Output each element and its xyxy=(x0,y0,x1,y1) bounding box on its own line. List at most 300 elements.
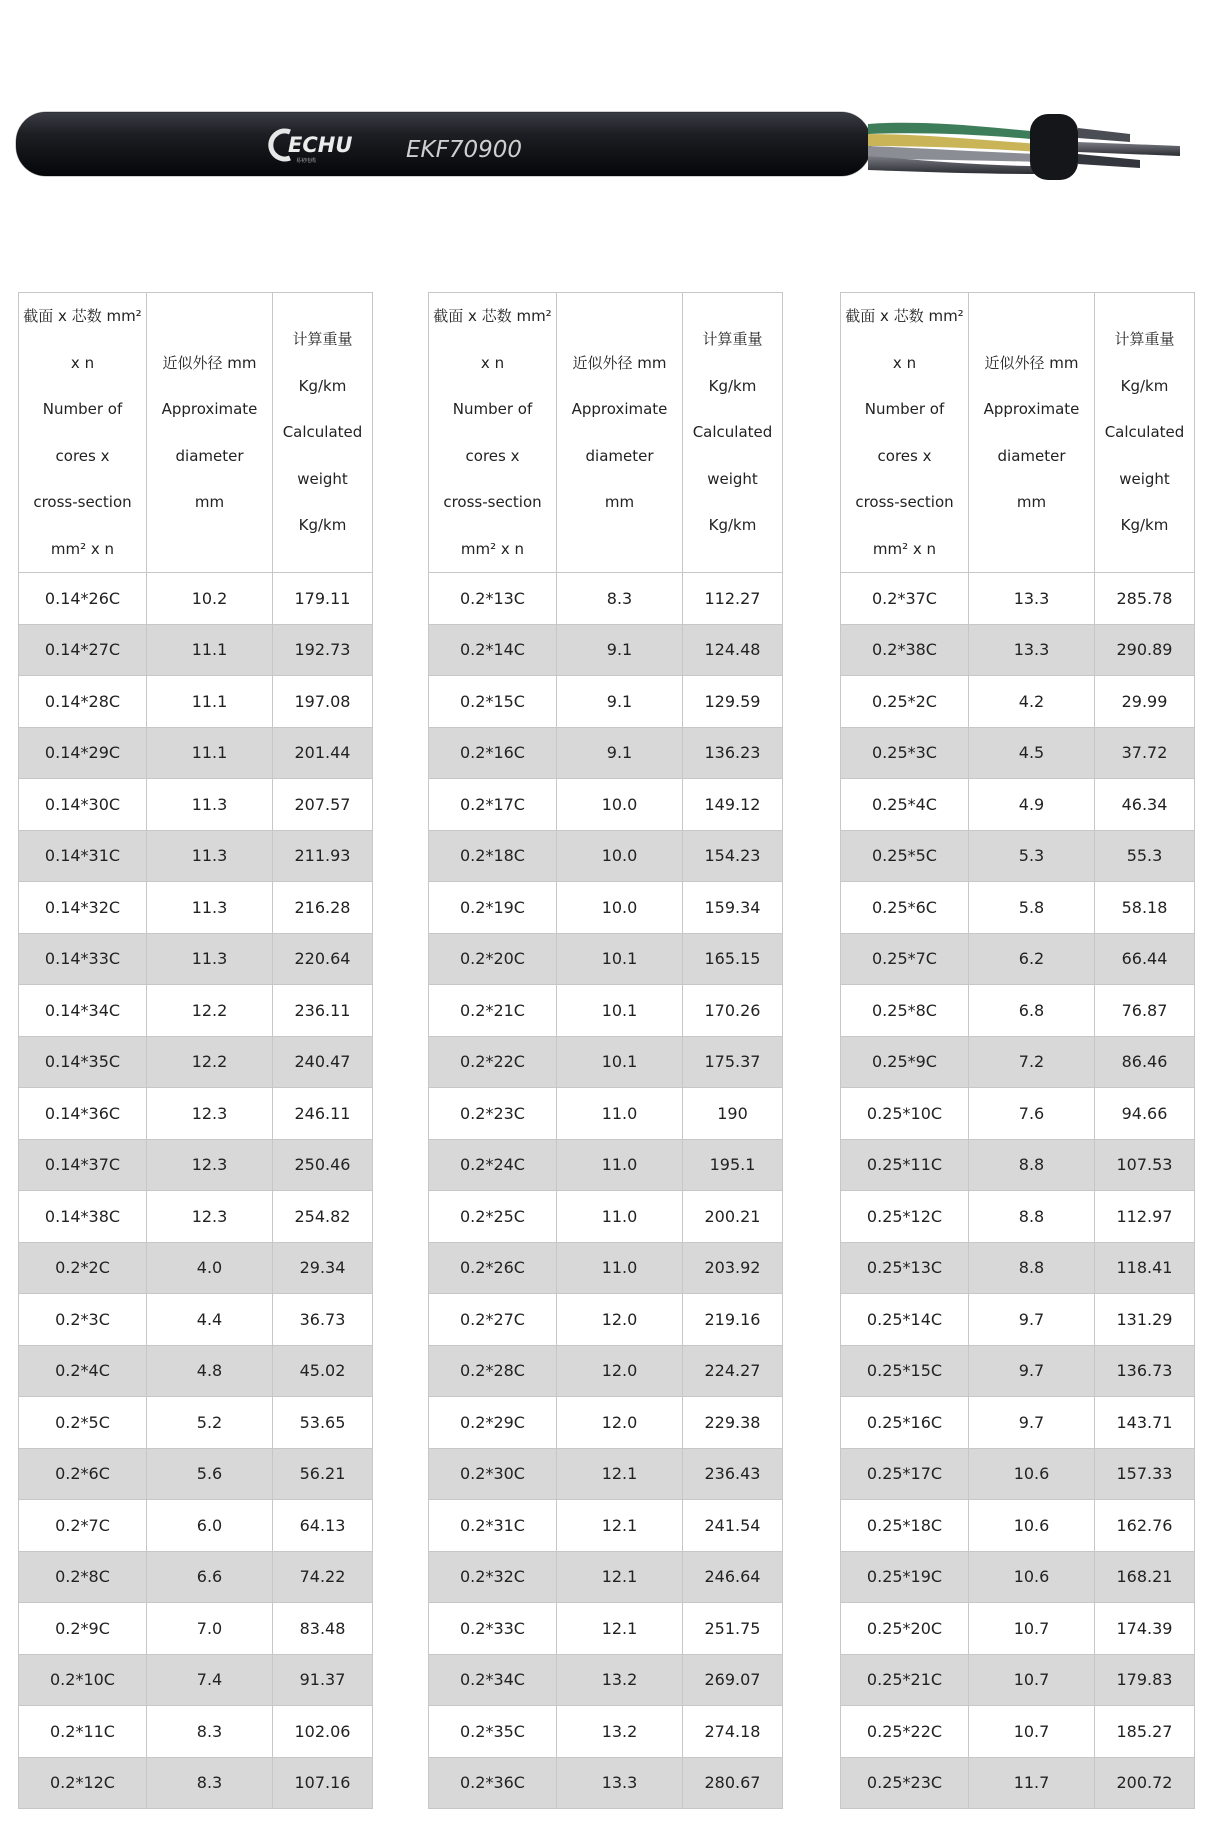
weight-cell: 211.93 xyxy=(273,830,373,882)
table-row xyxy=(429,1294,783,1346)
table-row xyxy=(19,1191,373,1243)
cross-section-cell: 0.25*7C xyxy=(841,933,969,985)
table-row xyxy=(841,1603,1195,1655)
diameter-cell: 12.2 xyxy=(147,1036,273,1088)
header-line: 截面 x 芯数 mm² xyxy=(433,307,552,325)
header-cross-section xyxy=(19,293,147,573)
diameter-cell: 6.0 xyxy=(147,1500,273,1552)
diameter-cell: 8.8 xyxy=(969,1242,1095,1294)
cross-section-cell: 0.2*24C xyxy=(429,1139,557,1191)
cross-section-cell: 0.14*38C xyxy=(19,1191,147,1243)
cross-section-cell: 0.2*36C xyxy=(429,1757,557,1809)
diameter-cell: 9.7 xyxy=(969,1397,1095,1449)
header-line: 近似外径 mm xyxy=(984,353,1079,372)
cross-section-cell: 0.14*26C xyxy=(19,573,147,625)
weight-cell: 274.18 xyxy=(683,1706,783,1758)
weight-cell: 179.83 xyxy=(1095,1654,1195,1706)
weight-cell: 56.21 xyxy=(273,1448,373,1500)
cross-section-cell: 0.2*26C xyxy=(429,1242,557,1294)
cross-section-cell: 0.25*6C xyxy=(841,882,969,934)
table-row xyxy=(429,1345,783,1397)
diameter-cell: 8.8 xyxy=(969,1139,1095,1191)
weight-cell: 201.44 xyxy=(273,727,373,779)
cross-section-cell: 0.25*11C xyxy=(841,1139,969,1191)
diameter-cell: 11.0 xyxy=(557,1191,683,1243)
diameter-cell: 8.8 xyxy=(969,1191,1095,1243)
cross-section-cell: 0.2*25C xyxy=(429,1191,557,1243)
header-line: cross-section xyxy=(443,493,542,511)
weight-cell: 250.46 xyxy=(273,1139,373,1191)
table-row xyxy=(841,624,1195,676)
cross-section-cell: 0.25*20C xyxy=(841,1603,969,1655)
weight-cell: 131.29 xyxy=(1095,1294,1195,1346)
table-row xyxy=(429,882,783,934)
table-row xyxy=(19,1397,373,1449)
table-row xyxy=(841,830,1195,882)
diameter-cell: 13.3 xyxy=(557,1757,683,1809)
cross-section-cell: 0.2*30C xyxy=(429,1448,557,1500)
table-row xyxy=(841,1294,1195,1346)
header-diameter xyxy=(147,293,273,573)
cross-section-cell: 0.2*4C xyxy=(19,1345,147,1397)
spec-table-3 xyxy=(840,292,1195,1809)
weight-cell: 195.1 xyxy=(683,1139,783,1191)
cross-section-cell: 0.2*23C xyxy=(429,1088,557,1140)
table-row xyxy=(429,779,783,831)
cross-section-cell: 0.2*2C xyxy=(19,1242,147,1294)
table-row xyxy=(841,1551,1195,1603)
header-line: mm² x n xyxy=(50,539,115,558)
cross-section-cell: 0.25*22C xyxy=(841,1706,969,1758)
cross-section-cell: 0.14*30C xyxy=(19,779,147,831)
table-row xyxy=(19,1551,373,1603)
header-line: cross-section xyxy=(855,493,954,511)
table-row xyxy=(19,1654,373,1706)
weight-cell: 224.27 xyxy=(683,1345,783,1397)
diameter-cell: 13.2 xyxy=(557,1654,683,1706)
weight-cell: 290.89 xyxy=(1095,624,1195,676)
weight-cell: 190 xyxy=(683,1088,783,1140)
weight-cell: 83.48 xyxy=(273,1603,373,1655)
cross-section-cell: 0.14*31C xyxy=(19,830,147,882)
diameter-cell: 6.2 xyxy=(969,933,1095,985)
weight-cell: 37.72 xyxy=(1095,727,1195,779)
table-row xyxy=(841,573,1195,625)
diameter-cell: 12.0 xyxy=(557,1345,683,1397)
diameter-cell: 8.3 xyxy=(557,573,683,625)
cross-section-cell: 0.2*6C xyxy=(19,1448,147,1500)
cross-section-cell: 0.2*21C xyxy=(429,985,557,1037)
diameter-cell: 5.6 xyxy=(147,1448,273,1500)
weight-cell: 220.64 xyxy=(273,933,373,985)
table-row xyxy=(19,1036,373,1088)
table-row xyxy=(429,1654,783,1706)
header-line: cores x xyxy=(55,446,110,465)
diameter-cell: 12.3 xyxy=(147,1191,273,1243)
weight-cell: 55.3 xyxy=(1095,830,1195,882)
table-row xyxy=(19,1706,373,1758)
cross-section-cell: 0.25*16C xyxy=(841,1397,969,1449)
brand-subtitle: 易初电缆 xyxy=(296,158,317,164)
weight-cell: 280.67 xyxy=(683,1757,783,1809)
weight-cell: 136.73 xyxy=(1095,1345,1195,1397)
diameter-cell: 10.0 xyxy=(557,882,683,934)
diameter-cell: 4.8 xyxy=(147,1345,273,1397)
cross-section-cell: 0.25*4C xyxy=(841,779,969,831)
table-row xyxy=(841,1757,1195,1809)
header-line: 近似外径 mm xyxy=(162,353,257,372)
table-row xyxy=(841,882,1195,934)
header-diameter xyxy=(969,293,1095,573)
header-line: 计算重量 xyxy=(1114,330,1175,349)
header-line: Kg/km xyxy=(1120,376,1169,395)
diameter-cell: 7.0 xyxy=(147,1603,273,1655)
diameter-cell: 12.0 xyxy=(557,1294,683,1346)
table-row xyxy=(19,573,373,625)
header-weight xyxy=(1095,293,1195,573)
header-line: Number of xyxy=(864,400,945,418)
cross-section-cell: 0.2*11C xyxy=(19,1706,147,1758)
weight-cell: 124.48 xyxy=(683,624,783,676)
weight-cell: 36.73 xyxy=(273,1294,373,1346)
diameter-cell: 9.7 xyxy=(969,1345,1095,1397)
header-line: Calculated xyxy=(1104,423,1185,442)
header-line: Kg/km xyxy=(708,516,757,535)
weight-cell: 86.46 xyxy=(1095,1036,1195,1088)
header-line: mm xyxy=(604,493,635,511)
diameter-cell: 11.1 xyxy=(147,727,273,779)
table-row xyxy=(19,882,373,934)
table-row xyxy=(429,1036,783,1088)
diameter-cell: 5.3 xyxy=(969,830,1095,882)
header-cross-section xyxy=(429,293,557,573)
diameter-cell: 5.2 xyxy=(147,1397,273,1449)
weight-cell: 179.11 xyxy=(273,573,373,625)
table-row xyxy=(19,779,373,831)
table-row xyxy=(429,624,783,676)
cross-section-cell: 0.2*35C xyxy=(429,1706,557,1758)
diameter-cell: 8.3 xyxy=(147,1706,273,1758)
diameter-cell: 10.0 xyxy=(557,830,683,882)
header-line: 截面 x 芯数 mm² xyxy=(23,307,142,325)
weight-cell: 200.21 xyxy=(683,1191,783,1243)
table-row xyxy=(429,1500,783,1552)
table-row xyxy=(429,1191,783,1243)
cross-section-cell: 0.2*8C xyxy=(19,1551,147,1603)
table-row xyxy=(429,727,783,779)
table-row xyxy=(841,779,1195,831)
diameter-cell: 10.6 xyxy=(969,1448,1095,1500)
cross-section-cell: 0.25*3C xyxy=(841,727,969,779)
header-line: 计算重量 xyxy=(702,330,763,349)
diameter-cell: 8.3 xyxy=(147,1757,273,1809)
cross-section-cell: 0.25*10C xyxy=(841,1088,969,1140)
cross-section-cell: 0.2*7C xyxy=(19,1500,147,1552)
diameter-cell: 12.1 xyxy=(557,1603,683,1655)
weight-cell: 197.08 xyxy=(273,676,373,728)
cross-section-cell: 0.2*29C xyxy=(429,1397,557,1449)
cross-section-cell: 0.14*27C xyxy=(19,624,147,676)
table-row xyxy=(841,676,1195,728)
weight-cell: 175.37 xyxy=(683,1036,783,1088)
diameter-cell: 9.1 xyxy=(557,676,683,728)
table-header-row xyxy=(841,293,1195,573)
diameter-cell: 9.7 xyxy=(969,1294,1095,1346)
cross-section-cell: 0.2*3C xyxy=(19,1294,147,1346)
table-row xyxy=(19,830,373,882)
header-line: Approximate xyxy=(983,400,1080,418)
cross-section-cell: 0.2*13C xyxy=(429,573,557,625)
table-row xyxy=(19,1603,373,1655)
weight-cell: 64.13 xyxy=(273,1500,373,1552)
table-row xyxy=(19,1139,373,1191)
table-row xyxy=(429,1551,783,1603)
diameter-cell: 4.0 xyxy=(147,1242,273,1294)
table-row xyxy=(429,676,783,728)
weight-cell: 269.07 xyxy=(683,1654,783,1706)
weight-cell: 216.28 xyxy=(273,882,373,934)
header-line: mm² x n xyxy=(460,539,525,558)
diameter-cell: 10.1 xyxy=(557,985,683,1037)
weight-cell: 53.65 xyxy=(273,1397,373,1449)
cross-section-cell: 0.2*17C xyxy=(429,779,557,831)
table-row xyxy=(841,933,1195,985)
cross-section-cell: 0.25*15C xyxy=(841,1345,969,1397)
diameter-cell: 11.1 xyxy=(147,676,273,728)
table-row xyxy=(19,1242,373,1294)
table-row xyxy=(19,1448,373,1500)
spec-table-2 xyxy=(428,292,783,1809)
table-row xyxy=(429,1397,783,1449)
diameter-cell: 10.2 xyxy=(147,573,273,625)
table-row xyxy=(19,1294,373,1346)
cross-section-cell: 0.14*32C xyxy=(19,882,147,934)
diameter-cell: 12.2 xyxy=(147,985,273,1037)
diameter-cell: 7.2 xyxy=(969,1036,1095,1088)
weight-cell: 240.47 xyxy=(273,1036,373,1088)
table-row xyxy=(19,933,373,985)
header-line: 计算重量 xyxy=(292,330,353,349)
weight-cell: 246.11 xyxy=(273,1088,373,1140)
weight-cell: 229.38 xyxy=(683,1397,783,1449)
diameter-cell: 6.6 xyxy=(147,1551,273,1603)
table-row xyxy=(429,1139,783,1191)
table-row xyxy=(429,985,783,1037)
table-row xyxy=(841,1139,1195,1191)
cross-section-cell: 0.25*8C xyxy=(841,985,969,1037)
weight-cell: 285.78 xyxy=(1095,573,1195,625)
weight-cell: 107.16 xyxy=(273,1757,373,1809)
cross-section-cell: 0.2*33C xyxy=(429,1603,557,1655)
diameter-cell: 10.1 xyxy=(557,933,683,985)
diameter-cell: 9.1 xyxy=(557,624,683,676)
diameter-cell: 12.3 xyxy=(147,1088,273,1140)
header-line: weight xyxy=(707,469,758,488)
diameter-cell: 4.2 xyxy=(969,676,1095,728)
diameter-cell: 4.4 xyxy=(147,1294,273,1346)
diameter-cell: 11.0 xyxy=(557,1088,683,1140)
table-row xyxy=(841,1345,1195,1397)
diameter-cell: 12.1 xyxy=(557,1500,683,1552)
weight-cell: 76.87 xyxy=(1095,985,1195,1037)
cross-section-cell: 0.2*20C xyxy=(429,933,557,985)
weight-cell: 143.71 xyxy=(1095,1397,1195,1449)
header-line: x n xyxy=(480,353,505,372)
header-line: mm² x n xyxy=(872,539,937,558)
table-row xyxy=(19,727,373,779)
weight-cell: 192.73 xyxy=(273,624,373,676)
weight-cell: 58.18 xyxy=(1095,882,1195,934)
header-cross-section xyxy=(841,293,969,573)
diameter-cell: 4.5 xyxy=(969,727,1095,779)
diameter-cell: 13.3 xyxy=(969,573,1095,625)
weight-cell: 200.72 xyxy=(1095,1757,1195,1809)
table-row xyxy=(841,1088,1195,1140)
diameter-cell: 10.7 xyxy=(969,1603,1095,1655)
table-row xyxy=(429,933,783,985)
weight-cell: 203.92 xyxy=(683,1242,783,1294)
cross-section-cell: 0.25*2C xyxy=(841,676,969,728)
cable-binder xyxy=(1030,114,1078,180)
cross-section-cell: 0.14*29C xyxy=(19,727,147,779)
weight-cell: 94.66 xyxy=(1095,1088,1195,1140)
table-row xyxy=(19,624,373,676)
cross-section-cell: 0.2*32C xyxy=(429,1551,557,1603)
header-line: mm xyxy=(194,493,225,511)
table-row xyxy=(841,1242,1195,1294)
diameter-cell: 10.1 xyxy=(557,1036,683,1088)
cross-section-cell: 0.2*28C xyxy=(429,1345,557,1397)
weight-cell: 165.15 xyxy=(683,933,783,985)
weight-cell: 118.41 xyxy=(1095,1242,1195,1294)
header-line: Approximate xyxy=(571,400,668,418)
cross-section-cell: 0.14*35C xyxy=(19,1036,147,1088)
header-line: Calculated xyxy=(692,423,773,442)
table-row xyxy=(841,1191,1195,1243)
header-line: Calculated xyxy=(282,423,363,442)
cross-section-cell: 0.2*10C xyxy=(19,1654,147,1706)
cross-section-cell: 0.2*9C xyxy=(19,1603,147,1655)
cross-section-cell: 0.2*16C xyxy=(429,727,557,779)
cross-section-cell: 0.14*28C xyxy=(19,676,147,728)
cross-section-cell: 0.2*27C xyxy=(429,1294,557,1346)
header-line: x n xyxy=(70,353,95,372)
header-line: weight xyxy=(1119,469,1170,488)
header-line: Kg/km xyxy=(298,376,347,395)
diameter-cell: 11.0 xyxy=(557,1242,683,1294)
weight-cell: 185.27 xyxy=(1095,1706,1195,1758)
diameter-cell: 11.7 xyxy=(969,1757,1095,1809)
header-weight xyxy=(273,293,373,573)
weight-cell: 219.16 xyxy=(683,1294,783,1346)
header-diameter xyxy=(557,293,683,573)
cross-section-cell: 0.14*36C xyxy=(19,1088,147,1140)
weight-cell: 112.27 xyxy=(683,573,783,625)
cross-section-cell: 0.25*21C xyxy=(841,1654,969,1706)
cross-section-cell: 0.2*12C xyxy=(19,1757,147,1809)
table-row xyxy=(429,1757,783,1809)
table-row xyxy=(429,1242,783,1294)
cross-section-cell: 0.25*13C xyxy=(841,1242,969,1294)
table-row xyxy=(841,1654,1195,1706)
diameter-cell: 10.7 xyxy=(969,1654,1095,1706)
diameter-cell: 11.0 xyxy=(557,1139,683,1191)
diameter-cell: 11.1 xyxy=(147,624,273,676)
weight-cell: 29.99 xyxy=(1095,676,1195,728)
diameter-cell: 7.6 xyxy=(969,1088,1095,1140)
table-row xyxy=(429,573,783,625)
cross-section-cell: 0.2*18C xyxy=(429,830,557,882)
cross-section-cell: 0.25*12C xyxy=(841,1191,969,1243)
weight-cell: 112.97 xyxy=(1095,1191,1195,1243)
header-line: 截面 x 芯数 mm² xyxy=(845,307,964,325)
cross-section-cell: 0.25*9C xyxy=(841,1036,969,1088)
table-header-row xyxy=(19,293,373,573)
diameter-cell: 7.4 xyxy=(147,1654,273,1706)
table-row xyxy=(841,727,1195,779)
weight-cell: 246.64 xyxy=(683,1551,783,1603)
cross-section-cell: 0.2*22C xyxy=(429,1036,557,1088)
brand-name: ECHU xyxy=(288,133,353,157)
diameter-cell: 6.8 xyxy=(969,985,1095,1037)
cross-section-cell: 0.25*23C xyxy=(841,1757,969,1809)
table-row xyxy=(429,1088,783,1140)
cable-illustration xyxy=(0,90,1207,210)
weight-cell: 136.23 xyxy=(683,727,783,779)
cross-section-cell: 0.2*19C xyxy=(429,882,557,934)
weight-cell: 66.44 xyxy=(1095,933,1195,985)
cross-section-cell: 0.14*37C xyxy=(19,1139,147,1191)
cross-section-cell: 0.2*38C xyxy=(841,624,969,676)
cross-section-cell: 0.2*31C xyxy=(429,1500,557,1552)
table-row xyxy=(429,1448,783,1500)
diameter-cell: 12.1 xyxy=(557,1551,683,1603)
weight-cell: 162.76 xyxy=(1095,1500,1195,1552)
table-row xyxy=(841,1397,1195,1449)
cross-section-cell: 0.14*33C xyxy=(19,933,147,985)
table-row xyxy=(841,1500,1195,1552)
weight-cell: 149.12 xyxy=(683,779,783,831)
weight-cell: 102.06 xyxy=(273,1706,373,1758)
diameter-cell: 10.6 xyxy=(969,1500,1095,1552)
diameter-cell: 12.1 xyxy=(557,1448,683,1500)
weight-cell: 236.11 xyxy=(273,985,373,1037)
table-row xyxy=(429,1706,783,1758)
table-row xyxy=(429,1603,783,1655)
diameter-cell: 13.3 xyxy=(969,624,1095,676)
weight-cell: 74.22 xyxy=(273,1551,373,1603)
spec-table-1 xyxy=(18,292,373,1809)
header-line: Number of xyxy=(42,400,123,418)
diameter-cell: 11.3 xyxy=(147,933,273,985)
weight-cell: 154.23 xyxy=(683,830,783,882)
diameter-cell: 10.6 xyxy=(969,1551,1095,1603)
header-line: 近似外径 mm xyxy=(572,353,667,372)
diameter-cell: 10.0 xyxy=(557,779,683,831)
cross-section-cell: 0.2*34C xyxy=(429,1654,557,1706)
diameter-cell: 4.9 xyxy=(969,779,1095,831)
header-line: cores x xyxy=(877,446,932,465)
table-row xyxy=(841,1448,1195,1500)
weight-cell: 207.57 xyxy=(273,779,373,831)
diameter-cell: 12.3 xyxy=(147,1139,273,1191)
weight-cell: 91.37 xyxy=(273,1654,373,1706)
weight-cell: 45.02 xyxy=(273,1345,373,1397)
weight-cell: 157.33 xyxy=(1095,1448,1195,1500)
model-number: EKF70900 xyxy=(406,137,523,163)
header-line: mm xyxy=(1016,493,1047,511)
diameter-cell: 9.1 xyxy=(557,727,683,779)
